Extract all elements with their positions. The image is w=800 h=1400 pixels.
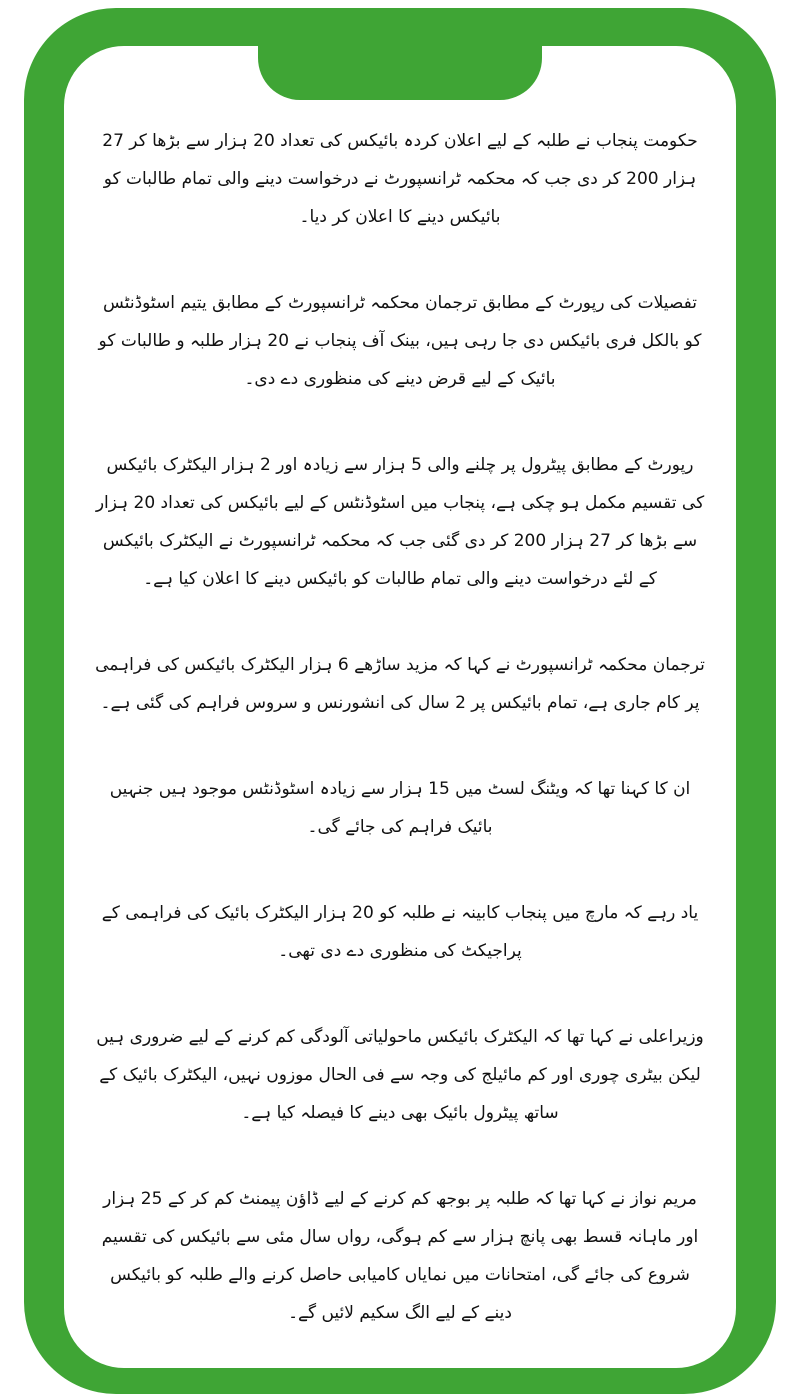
article-paragraph-6: یاد رہے کہ مارچ میں پنجاب کابینہ نے طلبہ کو 20 ہزار الیکٹرک بائیک کی فراہمی کے پراجیکٹ کی منظوری دے دی تھی۔ xyxy=(101,903,699,961)
article-body xyxy=(94,122,706,1380)
article-paragraph-4: ترجمان محکمہ ٹرانسپورٹ نے کہا کہ مزید ساڑھے 6 ہزار الیکٹرک بائیکس کی فراہمی پر کام جاری ہے، تمام بائیکس پر 2 سال کی انشورنس و سروس فراہم کی گئی ہے۔ xyxy=(95,655,705,713)
article-paragraph-8: مریم نواز نے کہا تھا کہ طلبہ پر بوجھ کم کرنے کے لیے ڈاؤن پیمنٹ کم کر کے 25 ہزار اور ماہانہ قسط بھی پانچ ہزار سے کم ہوگی، رواں سال مئی سے بائیکس کی تقسیم شروع کی جائے گی، امتحانات میں نمایاں کامیابی حاصل کرنے والے طلبہ کو بائیکس دینے کے لیے الگ سکیم لائیں گے۔ xyxy=(101,1189,699,1323)
phone-notch xyxy=(258,36,542,100)
article-paragraph-2: تفصیلات کی رپورٹ کے مطابق ترجمان محکمہ ٹرانسپورٹ کے مطابق یتیم اسٹوڈنٹس کو بالکل فری بائیکس دی جا رہی ہیں، بینک آف پنجاب نے 20 ہزار طلبہ و طالبات کو بائیک کے لیے قرض دینے کی منظوری دے دی۔ xyxy=(98,293,702,389)
article-paragraph-3: رپورٹ کے مطابق پیٹرول پر چلنے والی 5 ہزار سے زیادہ اور 2 ہزار الیکٹرک بائیکس کی تقسیم مکمل ہو چکی ہے، پنجاب میں اسٹوڈنٹس کے لیے بائیکس کی تعداد 20 ہزار سے بڑھا کر 27 ہزار 200 کر دی گئی جب کہ محکمہ ٹرانسپورٹ نے الیکٹرک بائیکس کے لئے درخواست دینے والی تمام طالبات کو بائیکس دینے کا اعلان کیا ہے۔ xyxy=(95,455,705,589)
article-paragraph-1: حکومت پنجاب نے طلبہ کے لیے اعلان کردہ بائیکس کی تعداد 20 ہزار سے بڑھا کر 27 ہزار 200 کر دی جب کہ محکمہ ٹرانسپورٹ نے درخواست دینے والی تمام طالبات کو بائیکس دینے کا اعلان کر دیا۔ xyxy=(102,131,698,227)
article-paragraph-5: ان کا کہنا تھا کہ ویٹنگ لسٹ میں 15 ہزار سے زیادہ اسٹوڈنٹس موجود ہیں جنہیں بائیک فراہم کی جائے گی۔ xyxy=(109,779,691,837)
article-paragraph-7: وزیراعلی نے کہا تھا کہ الیکٹرک بائیکس ماحولیاتی آلودگی کم کرنے کے لیے ضروری ہیں لیکن بیٹری چوری اور کم مائیلج کی وجہ سے فی الحال موزوں نہیں، الیکٹرک بائیک کے ساتھ پیٹرول بائیک بھی دینے کا فیصلہ کیا ہے۔ xyxy=(96,1027,704,1123)
